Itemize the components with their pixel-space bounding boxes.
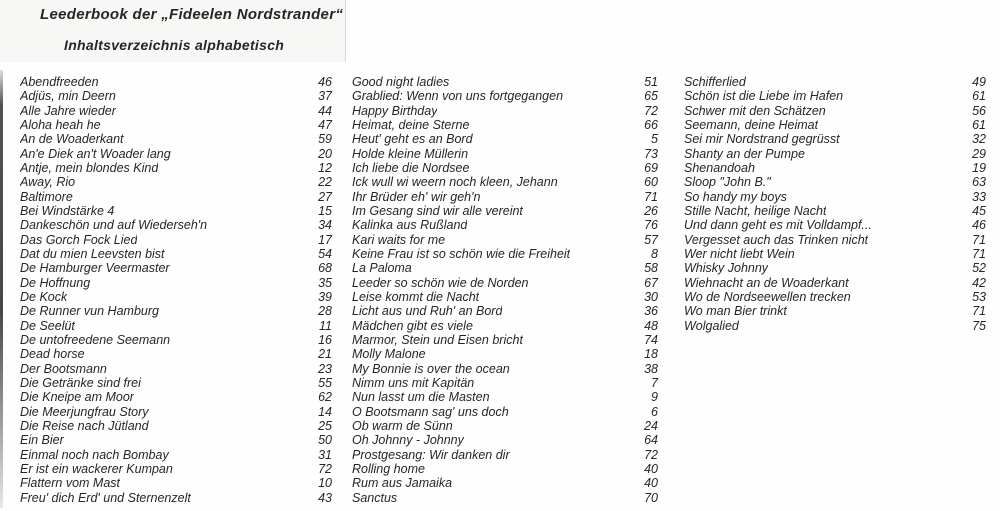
toc-entry: [352, 276, 658, 290]
song-title: Dead horse: [20, 347, 85, 362]
song-title: Antje, mein blondes Kind: [20, 160, 159, 175]
page-number: 36: [644, 304, 658, 319]
toc-entry: [20, 290, 332, 304]
page-number: 51: [644, 75, 658, 89]
song-title: Grablied: Wenn von uns fortgegangen: [352, 89, 564, 104]
toc-entry: [20, 204, 332, 218]
page-number: 8: [651, 246, 658, 261]
song-title: An'e Diek an't Woader lang: [20, 146, 171, 161]
toc-entry: [352, 89, 658, 103]
page-number: 31: [318, 447, 332, 462]
page-number: 43: [318, 490, 332, 505]
song-title: Leeder so schön wie de Norden: [352, 275, 529, 290]
song-title: Ick wull wi weern noch kleen, Jehann: [352, 175, 558, 190]
page-number: 67: [644, 275, 658, 290]
toc-entry: [20, 390, 332, 404]
toc-entry: [684, 161, 986, 175]
page-number: 71: [644, 189, 658, 204]
page-number: 46: [972, 218, 986, 233]
page-number: 29: [972, 146, 986, 161]
song-title: Licht aus und Ruh' an Bord: [352, 304, 503, 319]
toc-entry: [352, 491, 658, 505]
page-number: 32: [972, 132, 986, 147]
toc-entry: [352, 290, 658, 304]
page-number: 46: [318, 75, 332, 89]
page-number: 69: [644, 160, 658, 175]
toc-entry: [20, 161, 332, 175]
song-title: Bei Windstärke 4: [20, 203, 115, 218]
toc-entry: [352, 261, 658, 275]
page-number: 72: [644, 447, 658, 462]
page-number: 11: [319, 318, 332, 333]
toc-entry: [20, 462, 332, 476]
song-title: Die Reise nach Jütland: [20, 418, 149, 433]
toc-entry: [352, 304, 658, 318]
toc-entry: [684, 276, 986, 290]
toc-entry: [684, 118, 986, 132]
page-number: 14: [318, 404, 332, 419]
page-number: 47: [318, 117, 332, 132]
song-title: De Kock: [20, 289, 68, 304]
toc-entry: [352, 419, 658, 433]
page-number: 59: [318, 132, 332, 147]
page-number: 74: [644, 332, 658, 347]
toc-entry: [352, 390, 658, 404]
toc-entry: [684, 75, 986, 89]
toc-entry: [20, 304, 332, 318]
song-title: Der Bootsmann: [20, 361, 107, 376]
song-title: De Hoffnung: [20, 275, 91, 290]
toc-entry: [684, 89, 986, 103]
toc-entry: [684, 233, 986, 247]
toc-entry: [352, 462, 658, 476]
toc-entry: [20, 491, 332, 505]
page-number: 70: [644, 490, 658, 505]
page-number: 35: [318, 275, 332, 290]
page-number: 64: [644, 433, 658, 448]
page-number: 53: [972, 289, 986, 304]
song-title: De Runner vun Hamburg: [20, 304, 159, 319]
song-title: Heimat, deine Sterne: [352, 117, 470, 132]
toc-entry: [352, 161, 658, 175]
page-number: 48: [644, 318, 658, 333]
song-title: Prostgesang: Wir danken dir: [352, 447, 510, 462]
toc-entry: [352, 476, 658, 490]
toc-entry: [684, 147, 986, 161]
toc-entry: [20, 233, 332, 247]
page-number: 15: [318, 203, 332, 218]
toc-entry: [352, 104, 658, 118]
toc-entry: [352, 132, 658, 146]
toc-entry: [352, 433, 658, 447]
song-title: Sanctus: [352, 490, 398, 505]
song-title: Rum aus Jamaika: [352, 476, 453, 491]
song-title: Vergesset auch das Trinken nicht: [684, 232, 869, 247]
song-title: Wo man Bier trinkt: [684, 304, 787, 319]
toc-entry: [20, 261, 332, 275]
toc-entry: [684, 290, 986, 304]
song-title: La Paloma: [352, 261, 412, 276]
toc-column-1: [20, 75, 332, 505]
scan-edge-artifact: [0, 70, 3, 508]
page-number: 25: [318, 418, 332, 433]
toc-entry: [20, 175, 332, 189]
toc-entry: [352, 190, 658, 204]
song-title: De untofreedene Seemann: [20, 332, 171, 347]
page-number: 5: [651, 132, 658, 147]
toc-entry: [352, 204, 658, 218]
song-title: Alle Jahre wieder: [20, 103, 116, 118]
toc-entry: [684, 190, 986, 204]
toc-entry: [20, 319, 332, 333]
song-title: An de Woaderkant: [20, 132, 124, 147]
page-number: 44: [318, 103, 332, 118]
song-title: Away, Rio: [20, 175, 76, 190]
song-title: Wolgalied: [684, 318, 739, 333]
toc-entry: [352, 247, 658, 261]
song-title: O Bootsmann sag' uns doch: [352, 404, 509, 419]
toc-entry: [20, 218, 332, 232]
page-number: 75: [972, 318, 986, 333]
page-number: 24: [644, 418, 658, 433]
page-number: 34: [318, 218, 332, 233]
toc-entry: [684, 204, 986, 218]
song-title: Kari waits for me: [352, 232, 446, 247]
song-title: De Hamburger Veermaster: [20, 261, 170, 276]
page-number: 62: [318, 390, 332, 405]
toc-entry: [352, 376, 658, 390]
toc-entry: [20, 118, 332, 132]
page-title: Leederbook der „Fideelen Nordstrander“: [40, 6, 344, 23]
toc-entry: [20, 276, 332, 290]
toc-entry: [352, 118, 658, 132]
song-title: Wer nicht liebt Wein: [684, 246, 795, 261]
toc-entry: [20, 347, 332, 361]
page-number: 71: [972, 232, 986, 247]
toc-entry: [352, 362, 658, 376]
page-number: 58: [644, 261, 658, 276]
song-title: Freu' dich Erd' und Sternenzelt: [20, 490, 191, 505]
toc-entry: [20, 89, 332, 103]
song-title: Schön ist die Liebe im Hafen: [684, 89, 844, 104]
page-number: 40: [644, 476, 658, 491]
page-number: 6: [651, 404, 658, 419]
page-number: 33: [972, 189, 986, 204]
song-title: Aloha heah he: [20, 117, 101, 132]
song-title: Wo de Nordseewellen trecken: [684, 289, 851, 304]
song-title: Schifferlied: [684, 75, 746, 89]
page-number: 63: [972, 175, 986, 190]
song-title: Ob warm de Sünn: [352, 418, 453, 433]
toc-entry: [684, 175, 986, 189]
page-number: 20: [318, 146, 332, 161]
page-number: 52: [972, 261, 986, 276]
toc-entry: [20, 419, 332, 433]
toc-entry: [684, 104, 986, 118]
toc-entry: [352, 233, 658, 247]
toc-entry: [684, 247, 986, 261]
toc-entry: [20, 362, 332, 376]
page-number: 49: [972, 75, 986, 89]
toc-entry: [20, 433, 332, 447]
page-number: 42: [972, 275, 986, 290]
toc-entry: [20, 333, 332, 347]
song-title: Baltimore: [20, 189, 73, 204]
toc-entry: [352, 448, 658, 462]
page-number: 57: [644, 232, 658, 247]
page-number: 39: [318, 289, 332, 304]
song-title: Whisky Johnny: [684, 261, 769, 276]
page-number: 40: [644, 461, 658, 476]
page-number: 19: [972, 160, 986, 175]
song-title: Die Meerjungfrau Story: [20, 404, 149, 419]
page-number: 76: [644, 218, 658, 233]
song-title: My Bonnie is over the ocean: [352, 361, 510, 376]
song-title: Holde kleine Müllerin: [352, 146, 469, 161]
song-title: Keine Frau ist so schön wie die Freiheit: [352, 246, 571, 261]
page-number: 22: [318, 175, 332, 190]
toc-entry: [352, 75, 658, 89]
song-title: Einmal noch nach Bombay: [20, 447, 169, 462]
page-number: 65: [644, 89, 658, 104]
song-title: Dat du mien Leevsten bist: [20, 246, 165, 261]
toc-entry: [20, 147, 332, 161]
song-title: Er ist ein wackerer Kumpan: [20, 461, 173, 476]
page-number: 7: [651, 375, 658, 390]
page-number: 50: [318, 433, 332, 448]
toc-entry: [684, 319, 986, 333]
song-title: Im Gesang sind wir alle vereint: [352, 203, 523, 218]
page-number: 73: [644, 146, 658, 161]
toc-entry: [352, 147, 658, 161]
song-title: Marmor, Stein und Eisen bricht: [352, 332, 523, 347]
toc-entry: [20, 190, 332, 204]
page-number: 18: [644, 347, 658, 362]
page-number: 61: [972, 89, 986, 104]
song-title: Die Kneipe am Moor: [20, 390, 134, 405]
page-number: 71: [972, 246, 986, 261]
page-number: 72: [644, 103, 658, 118]
song-title: Nimm uns mit Kapitän: [352, 375, 475, 390]
page-number: 28: [318, 304, 332, 319]
toc-entry: [20, 476, 332, 490]
page-number: 10: [318, 476, 332, 491]
page-number: 61: [972, 117, 986, 132]
song-title: Seemann, deine Heimat: [684, 117, 819, 132]
toc-entry: [352, 333, 658, 347]
toc-column-2: [352, 75, 658, 505]
song-title: Und dann geht es mit Volldampf...: [684, 218, 872, 233]
page-number: 12: [318, 160, 332, 175]
song-title: Rolling home: [352, 461, 425, 476]
page-number: 38: [644, 361, 658, 376]
page-number: 17: [318, 232, 332, 247]
page-number: 66: [644, 117, 658, 132]
page-number: 45: [972, 203, 986, 218]
song-title: Abendfreeden: [20, 75, 99, 89]
song-title: Wiehnacht an de Woaderkant: [684, 275, 849, 290]
page-number: 60: [644, 175, 658, 190]
song-title: Ihr Brüder eh' wir geh'n: [352, 189, 481, 204]
page-number: 55: [318, 375, 332, 390]
song-title: Das Gorch Fock Lied: [20, 232, 138, 247]
toc-entry: [20, 104, 332, 118]
page-number: 56: [972, 103, 986, 118]
toc-entry: [352, 405, 658, 419]
toc-entry: [20, 376, 332, 390]
song-title: Heut' geht es an Bord: [352, 132, 473, 147]
song-title: Happy Birthday: [352, 103, 438, 118]
song-title: Mädchen gibt es viele: [352, 318, 473, 333]
song-title: Sloop "John B.": [684, 175, 771, 190]
toc-entry: [20, 132, 332, 146]
song-title: Die Getränke sind frei: [20, 375, 141, 390]
toc-entry: [352, 319, 658, 333]
page-number: 37: [318, 89, 332, 104]
page-number: 71: [972, 304, 986, 319]
page-number: 21: [318, 347, 332, 362]
page-number: 9: [651, 390, 658, 405]
toc-entry: [20, 448, 332, 462]
song-title: Ich liebe die Nordsee: [352, 160, 470, 175]
toc-entry: [352, 218, 658, 232]
song-title: Oh Johnny - Johnny: [352, 433, 464, 448]
toc-entry: [352, 175, 658, 189]
page-number: 16: [318, 332, 332, 347]
page-number: 26: [644, 203, 658, 218]
toc-entry: [684, 261, 986, 275]
page-number: 23: [318, 361, 332, 376]
song-title: Kalinka aus Rußland: [352, 218, 468, 233]
page-number: 54: [318, 246, 332, 261]
song-title: Stille Nacht, heilige Nacht: [684, 203, 827, 218]
toc-entry: [20, 247, 332, 261]
toc-entry: [20, 75, 332, 89]
song-title: Shenandoah: [684, 160, 755, 175]
page-subtitle: Inhaltsverzeichnis alphabetisch: [64, 37, 285, 53]
toc-entry: [352, 347, 658, 361]
song-title: Adjüs, min Deern: [20, 89, 116, 104]
toc-entry: [684, 304, 986, 318]
song-title: Molly Malone: [352, 347, 426, 362]
song-title: De Seelüt: [20, 318, 75, 333]
song-title: Nun lasst um die Masten: [352, 390, 490, 405]
toc-entry: [20, 405, 332, 419]
song-title: Good night ladies: [352, 75, 450, 89]
song-title: So handy my boys: [684, 189, 787, 204]
song-title: Leise kommt die Nacht: [352, 289, 480, 304]
song-title: Flattern vom Mast: [20, 476, 121, 491]
toc-column-3: [684, 75, 986, 333]
toc-entry: [684, 218, 986, 232]
toc-entry: [684, 132, 986, 146]
song-title: Schwer mit den Schätzen: [684, 103, 826, 118]
song-title: Ein Bier: [20, 433, 64, 448]
page-number: 27: [318, 189, 332, 204]
page-number: 68: [318, 261, 332, 276]
page-number: 72: [318, 461, 332, 476]
song-title: Dankeschön und auf Wiederseh'n: [20, 218, 208, 233]
song-title: Sei mir Nordstrand gegrüsst: [684, 132, 840, 147]
song-title: Shanty an der Pumpe: [684, 146, 805, 161]
page-number: 30: [644, 289, 658, 304]
